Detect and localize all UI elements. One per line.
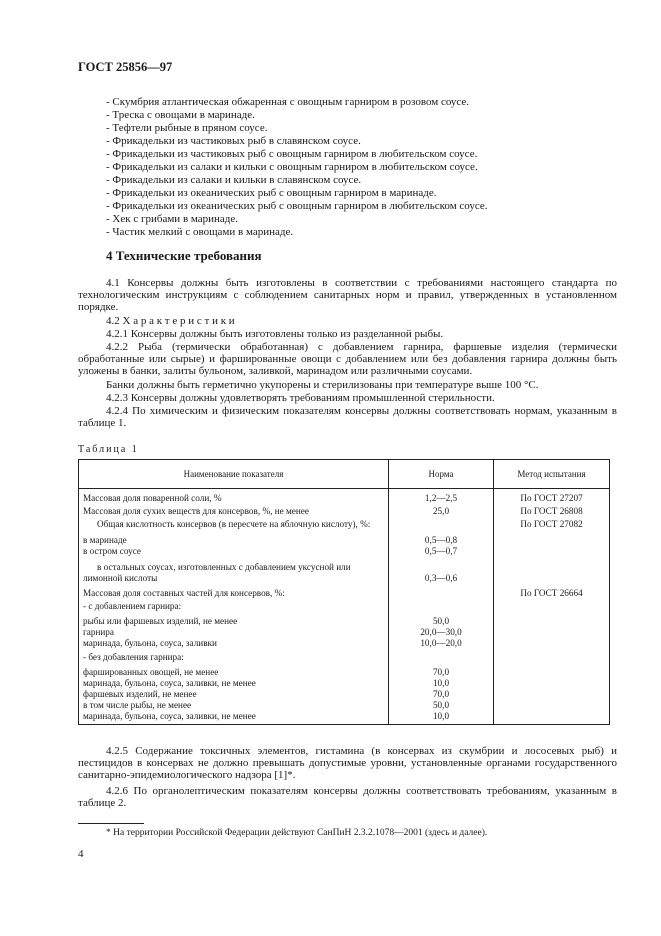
table-row xyxy=(79,584,610,599)
column-header: Норма xyxy=(389,460,494,489)
cell-method: По ГОСТ 27082 xyxy=(494,517,610,530)
cell-norm xyxy=(389,517,494,530)
cell-norm xyxy=(389,584,494,599)
cell-norm xyxy=(389,649,494,663)
cell-method xyxy=(494,530,610,546)
cell-norm: 1,2—2,5 xyxy=(389,489,494,505)
table-row xyxy=(79,663,610,678)
paragraph-4-2-6: 4.2.6 По органолептическим показателям консервы должны соответствовать требованиям, указанным в таблице 2. xyxy=(78,785,617,810)
cell-norm: 10,0—20,0 xyxy=(389,638,494,649)
page-number: 4 xyxy=(78,848,84,860)
cell-norm: 70,0 xyxy=(389,663,494,678)
cell-method xyxy=(494,612,610,627)
footnote: * На территории Российской Федерации действуют СанПиН 2.3.2.1078—2001 (здесь и далее). xyxy=(106,828,488,838)
table-row xyxy=(79,504,610,517)
cell-norm: 25,0 xyxy=(389,504,494,517)
table-row xyxy=(79,711,610,725)
list-item: - Фрикадельки из частиковых рыб с овощным гарниром в любительском соусе. xyxy=(106,148,478,160)
table-row xyxy=(79,700,610,711)
table-caption: Таблица 1 xyxy=(78,444,139,455)
table-row xyxy=(79,489,610,505)
table-row xyxy=(79,638,610,649)
paragraph-4-2-2: 4.2.2 Рыба (термически обработанная) с добавлением гарнира, фаршевые изделия (термически обработанные или сырые) и фаршированные овощи с добавлением или без добавления гарнира должны быть уложены в банки, залиты бульоном, заливкой, маринадом или различными соусами. xyxy=(78,341,617,378)
cell-name: маринада, бульона, соуса, заливки, не менее xyxy=(79,678,389,689)
cell-name: рыбы или фаршевых изделий, не менее xyxy=(79,612,389,627)
table-row xyxy=(79,599,610,612)
table-row xyxy=(79,546,610,557)
cell-method xyxy=(494,649,610,663)
cell-method xyxy=(494,546,610,557)
paragraph-4-2-5: 4.2.5 Содержание токсичных элементов, гистамина (в консервах из скумбрии и лососевых рыб) и пестицидов в консервах не должно превышать допустимые уровни, установленные органами государственного санитарно-эпидемиологического надзора [1]*. xyxy=(78,745,617,782)
column-header: Метод испытания xyxy=(494,460,610,489)
list-item: - Скумбрия атлантическая обжаренная с овощным гарниром в розовом соусе. xyxy=(106,96,470,108)
table-row xyxy=(79,557,610,584)
cell-method xyxy=(494,700,610,711)
cell-name: - с добавлением гарнира: xyxy=(79,599,389,612)
cell-method xyxy=(494,599,610,612)
paragraph-4-2-2-cont: Банки должны быть герметично укупорены и стерилизованы при температуре выше 100 °С. xyxy=(106,379,539,391)
cell-name: гарнира xyxy=(79,627,389,638)
table-row xyxy=(79,517,610,530)
cell-norm: 10,0 xyxy=(389,711,494,725)
cell-method xyxy=(494,663,610,678)
cell-method xyxy=(494,557,610,584)
cell-name: в остальных соусах, изготовленных с добавлением уксусной или лимонной кислоты xyxy=(79,557,389,584)
cell-name: в маринаде xyxy=(79,530,389,546)
list-item: - Хек с грибами в маринаде. xyxy=(106,213,239,225)
table-row xyxy=(79,649,610,663)
cell-method xyxy=(494,689,610,700)
document-code: ГОСТ 25856—97 xyxy=(78,60,173,74)
cell-method: По ГОСТ 26808 xyxy=(494,504,610,517)
paragraph-4-2: 4.2 Х а р а к т е р и с т и к и xyxy=(106,315,235,327)
cell-norm: 50,0 xyxy=(389,612,494,627)
cell-norm: 0,3—0,6 xyxy=(389,557,494,584)
cell-method xyxy=(494,638,610,649)
table-row xyxy=(79,612,610,627)
list-item: - Фрикадельки из салаки и кильки с овощным гарниром в любительском соусе. xyxy=(106,161,478,173)
cell-name: в том числе рыбы, не менее xyxy=(79,700,389,711)
list-item: - Фрикадельки из океанических рыб с овощным гарниром в маринаде. xyxy=(106,187,437,199)
cell-name: Массовая доля составных частей для консервов, %: xyxy=(79,584,389,599)
cell-method xyxy=(494,711,610,725)
indicators-table xyxy=(78,459,610,725)
list-item: - Фрикадельки из салаки и кильки в славянском соусе. xyxy=(106,174,362,186)
cell-name: Массовая доля сухих веществ для консервов, %, не менее xyxy=(79,504,389,517)
paragraph-4-2-3: 4.2.3 Консервы должны удовлетворять требованиям промышленной стерильности. xyxy=(106,392,495,404)
cell-norm: 0,5—0,8 xyxy=(389,530,494,546)
paragraph-4-1: 4.1 Консервы должны быть изготовлены в соответствии с требованиями настоящего стандарта по технологическим инструкциям с соблюдением санитарных норм и правил, утвержденных в установленном порядке. xyxy=(78,277,617,314)
paragraph-4-2-4: 4.2.4 По химическим и физическим показателям консервы должны соответствовать нормам, указанным в таблице 1. xyxy=(78,405,617,430)
table-row xyxy=(79,689,610,700)
cell-norm: 10,0 xyxy=(389,678,494,689)
cell-name: фаршевых изделий, не менее xyxy=(79,689,389,700)
table-row xyxy=(79,530,610,546)
cell-name: маринада, бульона, соуса, заливки, не менее xyxy=(79,711,389,725)
cell-name: Массовая доля поваренной соли, % xyxy=(79,489,389,505)
cell-method: По ГОСТ 27207 xyxy=(494,489,610,505)
paragraph-4-2-1: 4.2.1 Консервы должны быть изготовлены только из разделанной рыбы. xyxy=(106,328,444,340)
column-header: Наименование показателя xyxy=(79,460,389,489)
cell-name: в остром соусе xyxy=(79,546,389,557)
cell-name: маринада, бульона, соуса, заливки xyxy=(79,638,389,649)
cell-norm: 50,0 xyxy=(389,700,494,711)
list-item: - Частик мелкий с овощами в маринаде. xyxy=(106,226,294,238)
list-item: - Фрикадельки из частиковых рыб в славянском соусе. xyxy=(106,135,361,147)
cell-method xyxy=(494,627,610,638)
footnote-separator xyxy=(78,823,144,824)
section-heading: 4 Технические требования xyxy=(106,248,262,263)
table-header-row xyxy=(79,460,610,489)
cell-method: По ГОСТ 26664 xyxy=(494,584,610,599)
cell-norm: 70,0 xyxy=(389,689,494,700)
cell-norm xyxy=(389,599,494,612)
table-row xyxy=(79,627,610,638)
table-row xyxy=(79,678,610,689)
cell-norm: 20,0—30,0 xyxy=(389,627,494,638)
cell-method xyxy=(494,678,610,689)
cell-name: - без добавления гарнира: xyxy=(79,649,389,663)
list-item: - Фрикадельки из океанических рыб с овощным гарниром в любительском соусе. xyxy=(106,200,488,212)
cell-norm: 0,5—0,7 xyxy=(389,546,494,557)
cell-name: Общая кислотность консервов (в пересчете на яблочную кислоту), %: xyxy=(79,517,389,530)
cell-name: фаршированных овощей, не менее xyxy=(79,663,389,678)
list-item: - Тефтели рыбные в пряном соусе. xyxy=(106,122,268,134)
list-item: - Треска с овощами в маринаде. xyxy=(106,109,255,121)
